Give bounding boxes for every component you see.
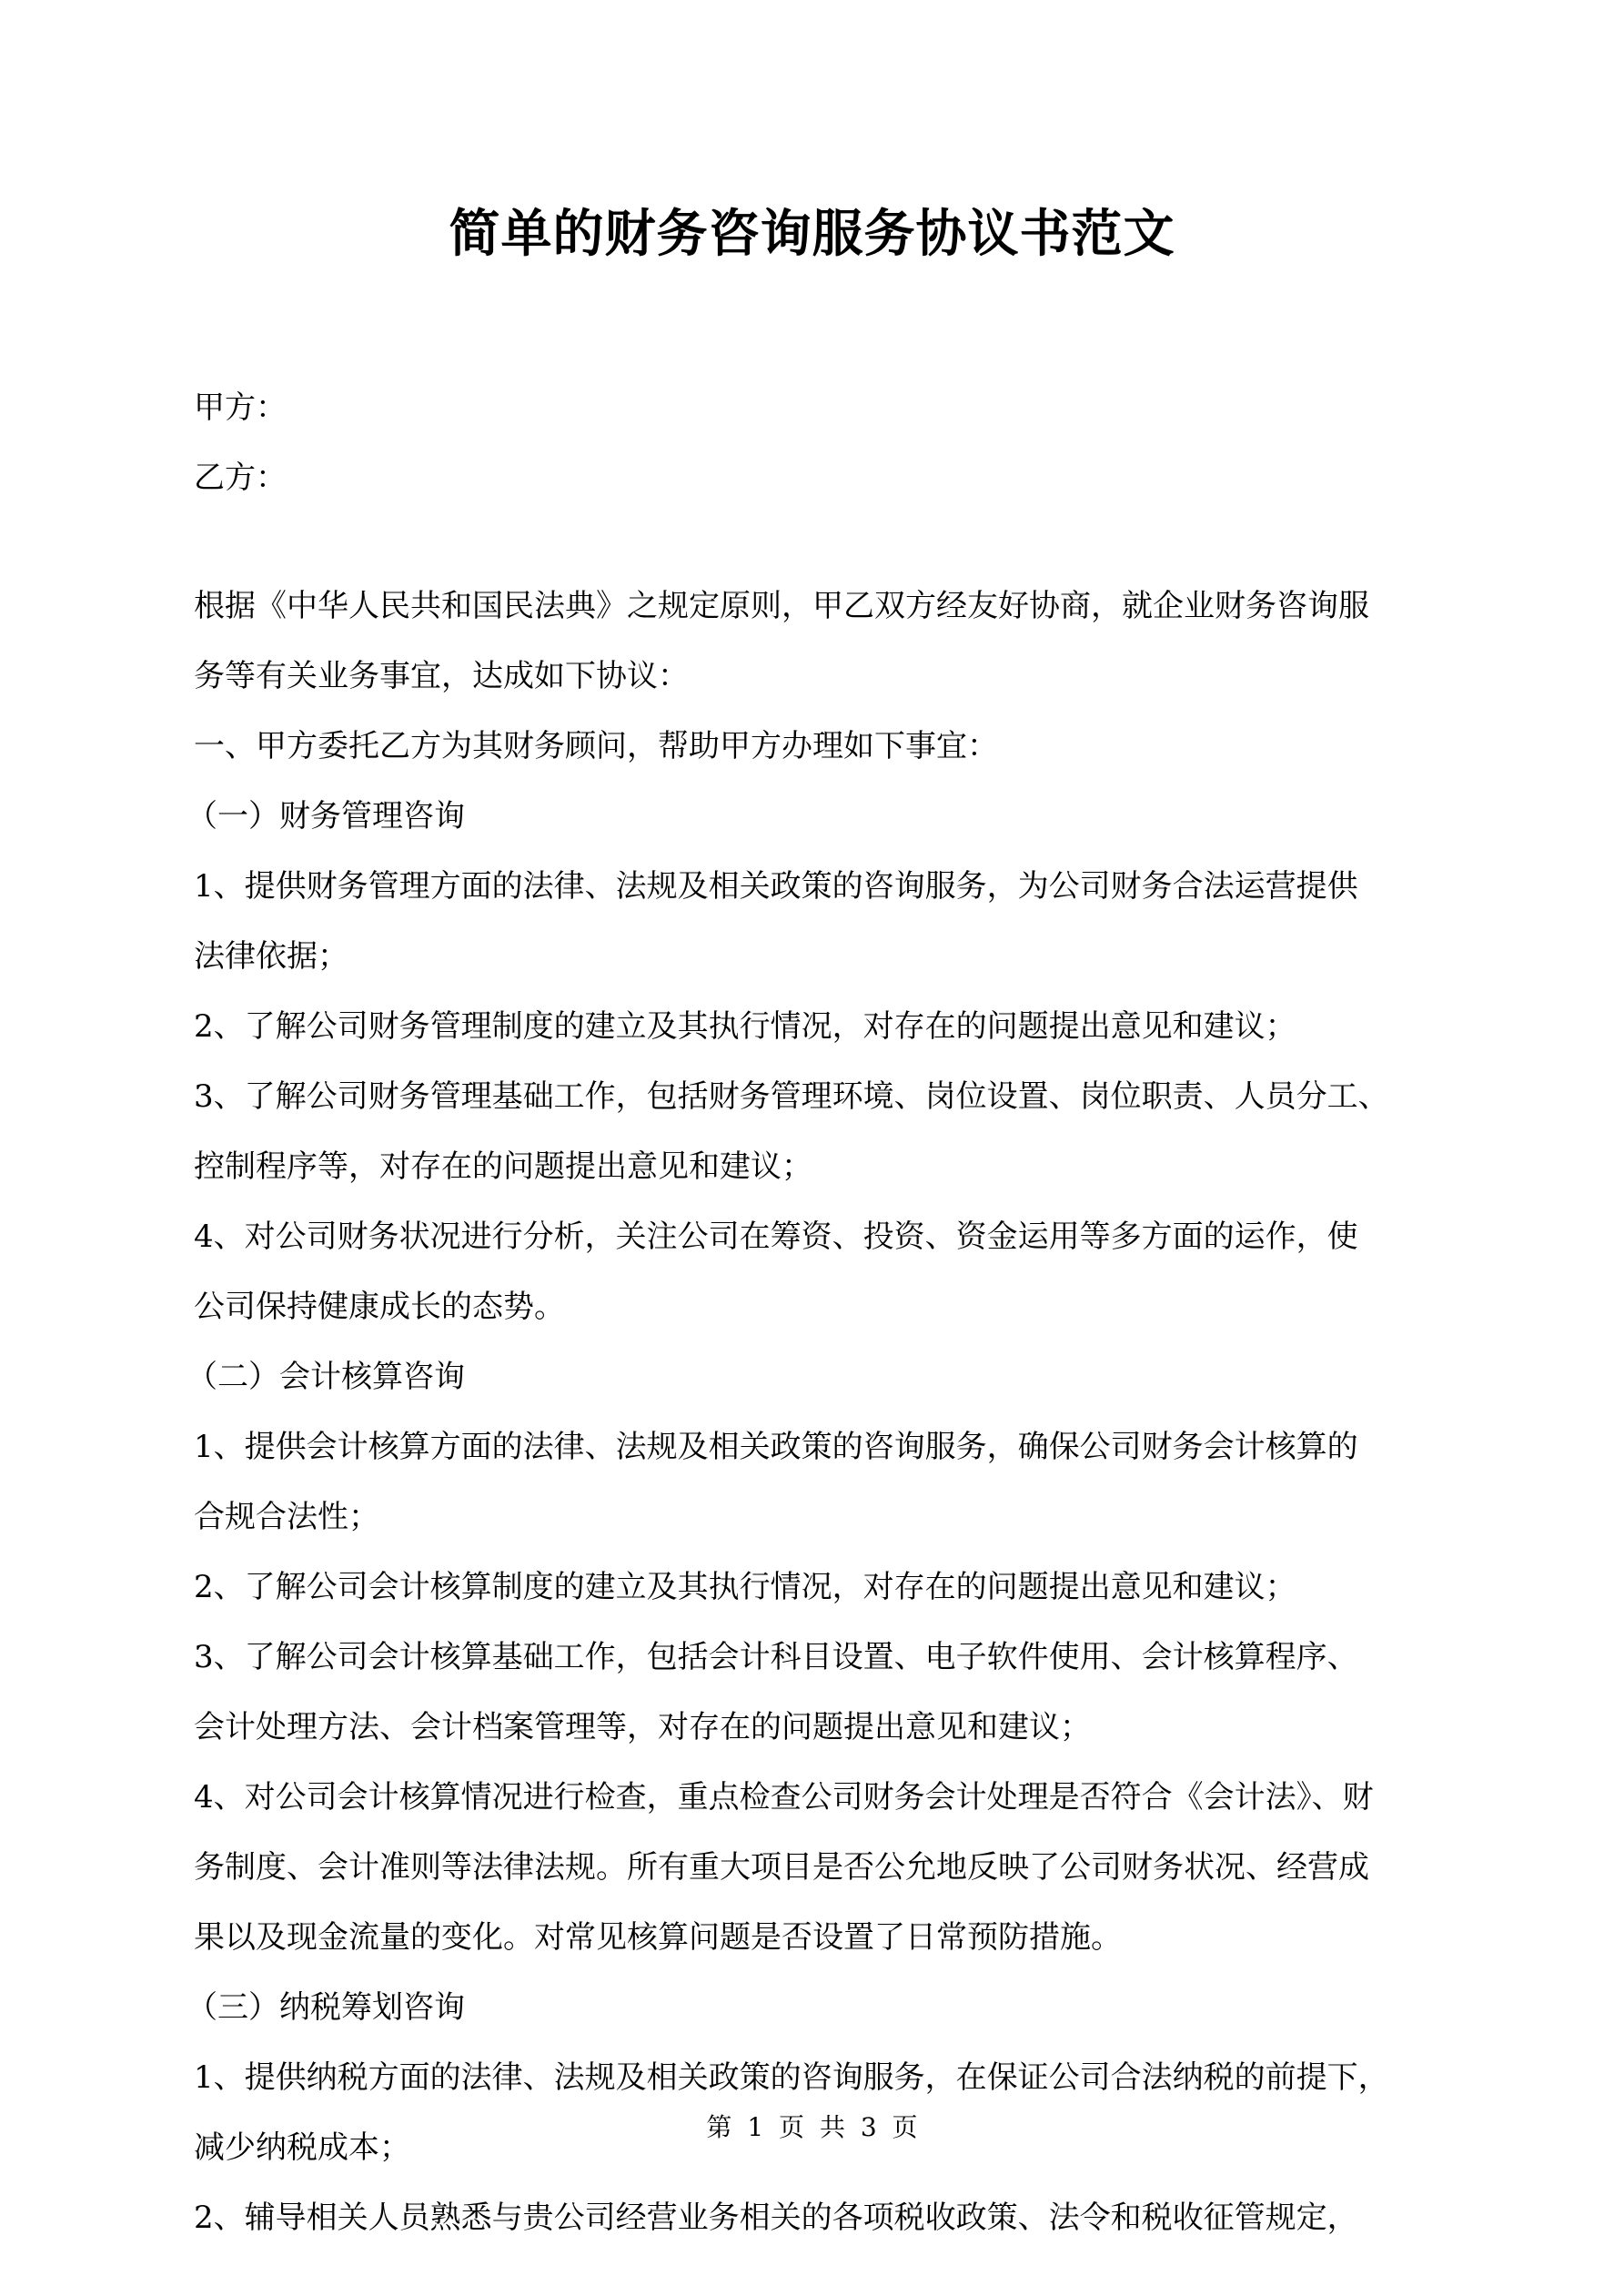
page-number-footer: 第 1 页 共 3 页: [706, 2112, 918, 2142]
paragraph-line: 会计处理方法、会计档案管理等，对存在的问题提出意见和建议；: [194, 1709, 1091, 1745]
paragraph-line: 4、对公司财务状况进行分析，关注公司在筹资、投资、资金运用等多方面的运作，使: [194, 1219, 1358, 1255]
paragraph-line: 1、提供财务管理方面的法律、法规及相关政策的咨询服务，为公司财务合法运营提供: [194, 868, 1358, 905]
paragraph-line: 3、了解公司财务管理基础工作，包括财务管理环境、岗位设置、岗位职责、人员分工、: [194, 1078, 1389, 1115]
section-heading: （三）纳税筹划咨询: [187, 1989, 465, 2026]
paragraph-line: 2、了解公司会计核算制度的建立及其执行情况，对存在的问题提出意见和建议；: [194, 1569, 1296, 1605]
paragraph-line: 1、提供纳税方面的法律、法规及相关政策的咨询服务，在保证公司合法纳税的前提下，: [194, 2059, 1389, 2096]
paragraph-line: 1、提供会计核算方面的法律、法规及相关政策的咨询服务，确保公司财务会计核算的: [194, 1429, 1358, 1465]
intro-line: 务等有关业务事宜，达成如下协议：: [194, 658, 689, 694]
paragraph-line: 果以及现金流量的变化。对常见核算问题是否设置了日常预防措施。: [194, 1919, 1122, 1956]
document-main-text: [187, 571, 1449, 2253]
party-b-line: 乙方：: [194, 460, 287, 496]
section-heading: （一）财务管理咨询: [187, 798, 465, 834]
intro-line: 根据《中华人民共和国民法典》之规定原则，甲乙双方经友好协商，就企业财务咨询服: [194, 588, 1369, 624]
paragraph-line: 务制度、会计准则等法律法规。所有重大项目是否公允地反映了公司财务状况、经营成: [194, 1849, 1369, 1886]
paragraph-line: 公司保持健康成长的态势。: [194, 1289, 565, 1325]
paragraph-line: 4、对公司会计核算情况进行检查，重点检查公司财务会计处理是否符合《会计法》、财: [194, 1779, 1374, 1816]
paragraph-line: 法律依据；: [194, 938, 348, 975]
section-heading: （二）会计核算咨询: [187, 1359, 465, 1395]
clause-one: 一、甲方委托乙方为其财务顾问，帮助甲方办理如下事宜：: [194, 728, 998, 764]
paragraph-line: 3、了解公司会计核算基础工作，包括会计科目设置、电子软件使用、会计核算程序、: [194, 1639, 1358, 1675]
paragraph-line: 2、辅导相关人员熟悉与贵公司经营业务相关的各项税收政策、法令和税收征管规定，: [194, 2200, 1358, 2236]
paragraph-line: 合规合法性；: [194, 1499, 379, 1535]
paragraph-line: 减少纳税成本；: [194, 2129, 410, 2166]
party-a-line: 甲方：: [194, 389, 287, 426]
paragraph-line: 2、了解公司财务管理制度的建立及其执行情况，对存在的问题提出意见和建议；: [194, 1008, 1296, 1045]
document-title: 简单的财务咨询服务协议书范文: [449, 204, 1175, 264]
document-body: [194, 373, 1449, 513]
paragraph-line: 控制程序等，对存在的问题提出意见和建议；: [194, 1148, 812, 1185]
